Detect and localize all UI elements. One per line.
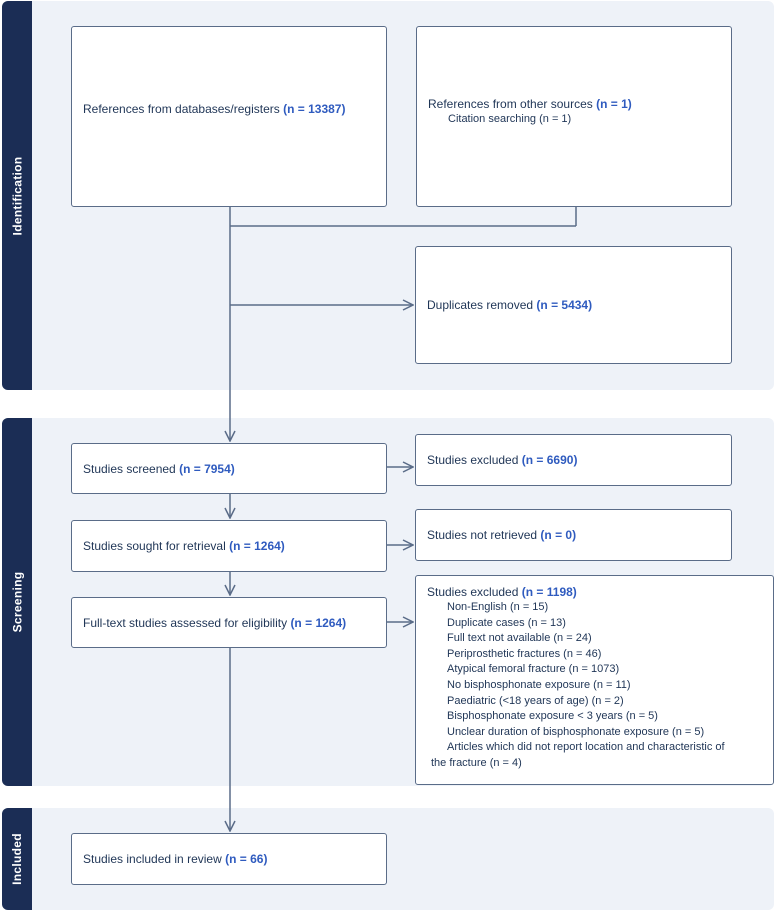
duplicates-text: Duplicates removed [427,298,534,312]
citation-searching-item: Citation searching (n = 1) [448,113,572,125]
reason-atypical-femoral: Atypical femoral fracture (n = 1073) [447,663,620,676]
included-count: (n = 66) [225,852,268,866]
reason-no-location-cont: the fracture (n = 4) [431,756,522,769]
reason-short-exposure: Bisphosphonate exposure < 3 years (n = 5) [447,710,658,723]
duplicates-box [415,246,732,364]
not-retrieved-count: (n = 0) [540,528,577,542]
reason-non-english: Non-English (n = 15) [447,601,549,613]
screening-label: Screening [2,418,32,786]
other-sources-text: References from other sources [428,97,593,111]
reason-unclear-duration: Unclear duration of bisphosphonate exposure (n = 5) [447,725,705,738]
excluded-full-count: (n = 1198) [521,585,577,599]
excluded-full-box [415,575,774,785]
reason-periprosthetic: Periprosthetic fractures (n = 46) [447,647,602,660]
reason-paediatric: Paediatric (<18 years of age) (n = 2) [447,694,624,707]
databases-count: (n = 13387) [283,102,346,116]
excluded-screen-text: Studies excluded [427,453,519,467]
identification-label: Identification [2,1,32,390]
sought-text: Studies sought for retrieval [83,539,226,553]
sought-box [71,520,387,572]
full-text-box [71,597,387,648]
screened-count: (n = 7954) [179,461,235,476]
reason-no-location: Articles which did not report location and characteristic of [447,741,725,754]
sought-count: (n = 1264) [229,539,285,553]
other-sources-count: (n = 1) [596,97,632,111]
screened-box [71,443,387,494]
not-retrieved-box [415,509,732,561]
excluded-screen-count: (n = 6690) [521,453,578,467]
included-text: Studies included in review [83,852,222,866]
reason-duplicate-cases: Duplicate cases (n = 13) [447,616,566,629]
excluded-screen-box [415,434,732,486]
reason-no-bisphosphonate: No bisphosphonate exposure (n = 11) [447,678,631,691]
included-box [71,833,387,885]
duplicates-count: (n = 5434) [536,298,593,312]
reason-full-text-unavailable: Full text not available (n = 24) [447,632,592,645]
other-sources-box [416,26,732,207]
screened-text: Studies screened [83,461,176,476]
full-text-text: Full-text studies assessed for eligibility [83,615,288,630]
not-retrieved-text: Studies not retrieved [427,528,538,542]
databases-text: References from databases/registers [83,102,280,116]
databases-box [71,26,387,207]
excluded-full-text: Studies excluded [427,585,519,599]
full-text-count: (n = 1264) [290,615,347,630]
included-label: Included [2,808,32,910]
